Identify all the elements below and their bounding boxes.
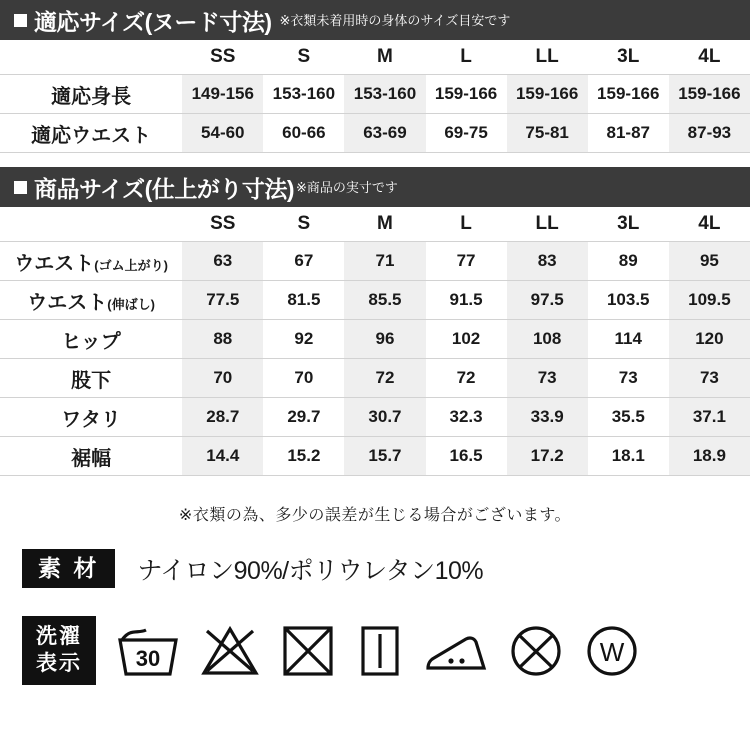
product-cell-4-3: 32.3 [426,398,507,437]
product-cell-2-2: 96 [344,320,425,359]
product-cell-4-0: 28.7 [182,398,263,437]
fit-cell-1-6: 87-93 [669,114,750,153]
product-row-label-0-sub: (ゴム上がり) [94,257,168,273]
table-row [0,320,750,359]
table-row [0,242,750,281]
table-row [0,398,750,437]
fit-cell-0-1: 153-160 [263,75,344,114]
product-cell-5-1: 15.2 [263,437,344,476]
product-cell-1-1: 81.5 [263,281,344,320]
table-row [0,437,750,476]
product-row-label-2 [0,320,182,359]
product-header-blank [0,207,182,242]
no-dry-clean-icon [508,624,564,678]
product-cell-0-2: 71 [344,242,425,281]
product-cell-3-4: 73 [507,359,588,398]
product-header-size-2: M [344,207,425,242]
fit-table-header-row [0,40,750,75]
product-cell-5-0: 14.4 [182,437,263,476]
product-row-label-0 [0,242,182,281]
square-bullet-icon [14,14,27,27]
product-cell-2-1: 92 [263,320,344,359]
product-cell-5-5: 18.1 [588,437,669,476]
fit-section-header [0,0,750,40]
product-cell-1-6: 109.5 [669,281,750,320]
product-row-label-4 [0,398,182,437]
care-row [0,616,750,685]
product-row-label-4-main: ワタリ [61,408,122,431]
product-cell-2-4: 108 [507,320,588,359]
fit-size-table [0,40,750,153]
wet-clean-w-icon [584,624,640,678]
product-row-label-1-sub: (伸ばし) [107,296,155,312]
fit-row-label-1: 適応ウエスト [0,114,182,153]
fit-header-size-6: 4L [669,40,750,75]
product-cell-4-2: 30.7 [344,398,425,437]
table-row [0,75,750,114]
product-cell-4-5: 35.5 [588,398,669,437]
fit-cell-0-6: 159-166 [669,75,750,114]
product-section-header [0,167,750,207]
fit-header-size-4: LL [507,40,588,75]
wash-tub-30-icon [116,624,180,678]
fit-cell-0-4: 159-166 [507,75,588,114]
drip-dry-line-icon [356,624,404,678]
product-cell-5-3: 16.5 [426,437,507,476]
fit-header-size-1: S [263,40,344,75]
product-cell-1-0: 77.5 [182,281,263,320]
product-header-size-0: SS [182,207,263,242]
product-cell-4-1: 29.7 [263,398,344,437]
svg-text:W: W [599,636,625,667]
product-row-label-3-main: 股下 [71,369,112,392]
product-cell-3-5: 73 [588,359,669,398]
fit-header-blank [0,40,182,75]
no-bleach-icon [200,624,260,678]
product-cell-5-6: 18.9 [669,437,750,476]
product-cell-0-6: 95 [669,242,750,281]
product-section-title: 商品サイズ(仕上がり寸法) [34,175,294,202]
product-cell-2-3: 102 [426,320,507,359]
product-section-note: ※商品の実寸です [295,180,398,195]
table-row [0,359,750,398]
product-cell-3-3: 72 [426,359,507,398]
fit-row-label-0: 適応身長 [0,75,182,114]
fit-header-size-3: L [426,40,507,75]
product-cell-2-6: 120 [669,320,750,359]
product-cell-1-4: 97.5 [507,281,588,320]
product-table-header-row [0,207,750,242]
table-row [0,114,750,153]
product-cell-0-5: 89 [588,242,669,281]
product-size-table [0,207,750,476]
care-label-line2: 表示 [36,651,82,675]
product-cell-3-0: 70 [182,359,263,398]
product-cell-1-5: 103.5 [588,281,669,320]
product-cell-0-0: 63 [182,242,263,281]
product-cell-0-1: 67 [263,242,344,281]
product-cell-0-4: 83 [507,242,588,281]
fit-cell-0-0: 149-156 [182,75,263,114]
fit-cell-1-2: 63-69 [344,114,425,153]
product-header-size-5: 3L [588,207,669,242]
material-value: ナイロン90%/ポリウレタン10% [137,556,484,585]
product-cell-2-0: 88 [182,320,263,359]
material-label: 素 材 [22,549,115,588]
fit-header-size-0: SS [182,40,263,75]
square-bullet-icon [14,181,27,194]
product-cell-3-6: 73 [669,359,750,398]
fit-cell-0-5: 159-166 [588,75,669,114]
fit-section-title: 適応サイズ(ヌード寸法) [34,8,272,35]
product-row-label-0-main: ウエスト [14,252,95,275]
product-cell-2-5: 114 [588,320,669,359]
fit-cell-1-5: 81-87 [588,114,669,153]
fit-cell-1-3: 69-75 [426,114,507,153]
product-cell-4-6: 37.1 [669,398,750,437]
fit-header-size-2: M [344,40,425,75]
product-cell-3-1: 70 [263,359,344,398]
product-cell-5-2: 15.7 [344,437,425,476]
product-row-label-5-main: 裾幅 [71,447,112,470]
product-cell-5-4: 17.2 [507,437,588,476]
measurement-disclaimer: ※衣類の為、多少の誤差が生じる場合がございます。 [178,507,572,524]
fit-cell-0-2: 153-160 [344,75,425,114]
fit-cell-0-3: 159-166 [426,75,507,114]
fit-cell-1-4: 75-81 [507,114,588,153]
product-row-label-1-main: ウエスト [27,291,108,314]
care-icon-list [116,624,640,678]
product-row-label-5 [0,437,182,476]
product-cell-0-3: 77 [426,242,507,281]
product-header-size-4: LL [507,207,588,242]
material-row [0,549,750,588]
care-label [22,616,96,685]
fit-cell-1-1: 60-66 [263,114,344,153]
product-cell-1-2: 85.5 [344,281,425,320]
no-tumble-dry-icon [280,624,336,678]
iron-medium-icon [424,624,488,678]
product-row-label-1 [0,281,182,320]
product-cell-1-3: 91.5 [426,281,507,320]
product-row-label-2-main: ヒップ [61,330,121,353]
table-row [0,281,750,320]
product-cell-3-2: 72 [344,359,425,398]
product-header-size-3: L [426,207,507,242]
fit-header-size-5: 3L [588,40,669,75]
product-row-label-3 [0,359,182,398]
product-header-size-1: S [263,207,344,242]
fit-cell-1-0: 54-60 [182,114,263,153]
fit-section-note: ※衣類未着用時の身体のサイズ目安です [279,13,511,28]
svg-text:30: 30 [135,645,161,671]
care-label-line1: 洗濯 [36,625,82,649]
product-header-size-6: 4L [669,207,750,242]
product-cell-4-4: 33.9 [507,398,588,437]
